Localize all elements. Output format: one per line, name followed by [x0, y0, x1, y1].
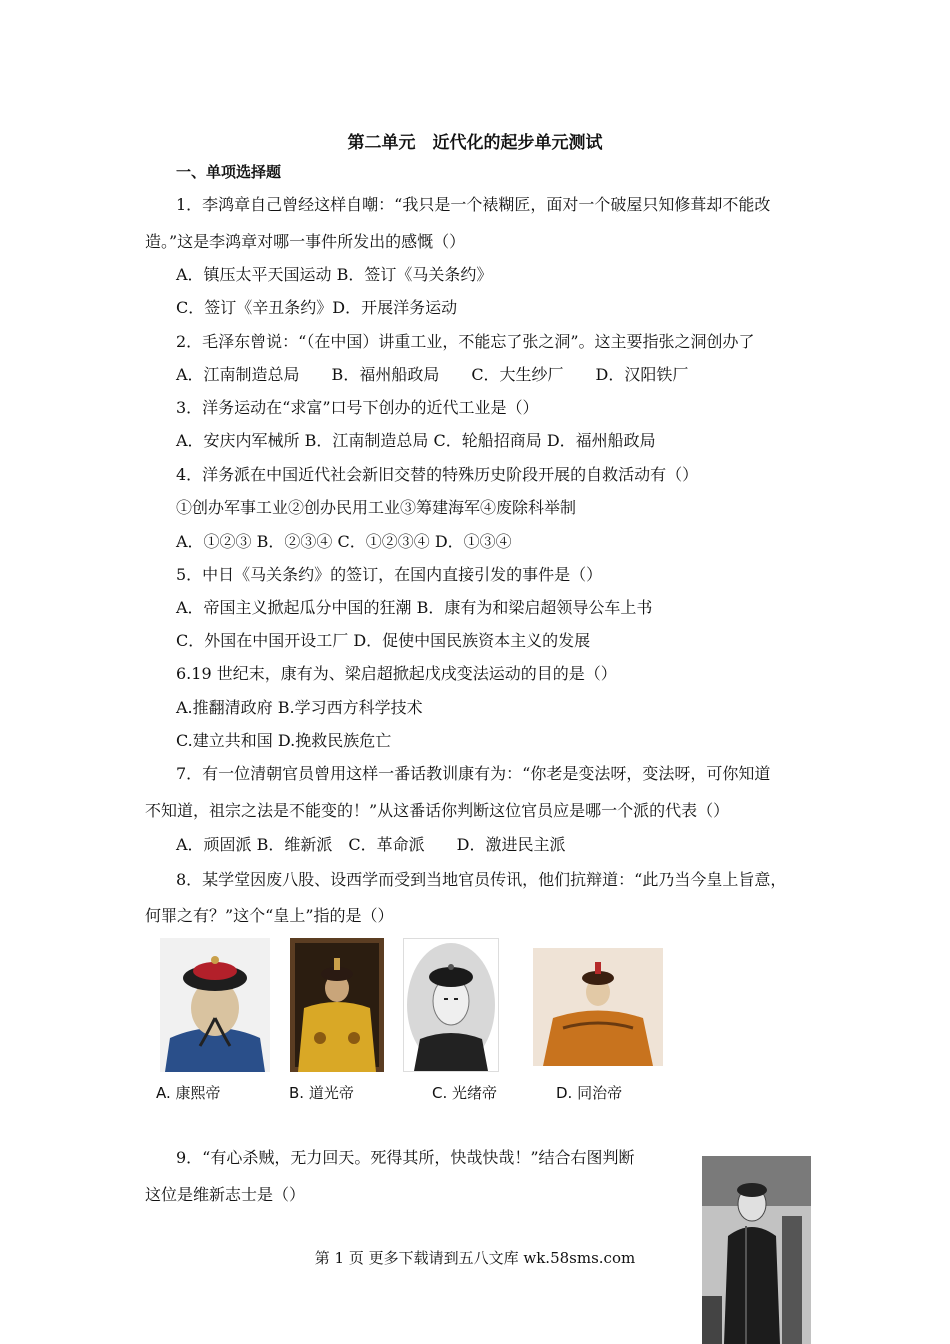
section-heading: 一、单项选择题: [176, 163, 282, 181]
question-1-options-ab: A．镇压太平天国运动 B．签订《马关条约》: [176, 265, 493, 284]
question-1-options-cd: C．签订《辛丑条约》D．开展洋务运动: [176, 298, 458, 317]
question-4-stem: 4．洋务派在中国近代社会新旧交替的特殊历史阶段开展的自救活动有（）: [176, 465, 699, 484]
question-2-stem: 2．毛泽东曾说：“（在中国）讲重工业，不能忘了张之洞”。这主要指张之洞创办了: [176, 332, 755, 351]
page-title: 第二单元 近代化的起步单元测试: [347, 133, 603, 153]
portrait-kangxi-image: [160, 938, 270, 1072]
question-5-options-cd: C．外国在中国开设工厂 D．促使中国民族资本主义的发展: [176, 631, 591, 650]
question-5-stem: 5．中日《马关条约》的签订，在国内直接引发的事件是（）: [176, 565, 603, 584]
question-7-options: A．顽固派 B．维新派 C．革命派 D．激进民主派: [176, 835, 566, 854]
question-1-line-2: 造。”这是李鸿章对哪一事件所发出的感慨（）: [145, 232, 466, 251]
question-8-line-1: 8．某学堂因废八股、设西学而受到当地官员传讯，他们抗辩道：“此乃当今皇上旨意，: [176, 870, 787, 889]
portrait-daoguang-image: [290, 938, 384, 1072]
caption-option-b: B. 道光帝: [289, 1084, 354, 1102]
question-6-stem: 6.19 世纪末，康有为、梁启超掀起戊戌变法运动的目的是（）: [176, 664, 617, 683]
question-8-line-2: 何罪之有？”这个“皇上”指的是（）: [145, 906, 394, 925]
question-7-line-1: 7．有一位清朝官员曾用这样一番话教训康有为：“你老是变法呀，变法呀，可你知道: [176, 764, 771, 783]
portrait-guangxu-image: [403, 938, 499, 1072]
question-4-items: ①创办军事工业②创办民用工业③筹建海军④废除科举制: [176, 498, 577, 517]
question-4-options: A．①②③ B．②③④ C．①②③④ D．①③④: [176, 532, 512, 551]
question-6-options-cd: C.建立共和国 D.挽救民族危亡: [176, 731, 392, 750]
question-2-options: A．江南制造总局 B．福州船政局 C．大生纱厂 D．汉阳铁厂: [176, 365, 689, 384]
question-6-options-ab: A.推翻清政府 B.学习西方科学技术: [176, 698, 423, 717]
page-footer: 第 1 页 更多下载请到五八文库 wk.58sms.com: [314, 1249, 636, 1267]
question-5-options-ab: A．帝国主义掀起瓜分中国的狂潮 B．康有为和梁启超领导公车上书: [176, 598, 653, 617]
caption-option-a: A. 康熙帝: [156, 1084, 221, 1102]
question-7-line-2: 不知道，祖宗之法是不能变的！”从这番话你判断这位官员应是哪一个派的代表（）: [145, 801, 730, 820]
caption-option-c: C. 光绪帝: [432, 1084, 498, 1102]
question-1-line-1: 1．李鸿章自己曾经这样自嘲：“我只是一个裱糊匠，面对一个破屋只知修葺却不能改: [176, 195, 771, 214]
question-9-line-2: 这位是维新志士是（）: [145, 1185, 306, 1204]
question-9-line-1: 9．“有心杀贼，无力回天。死得其所，快哉快哉！”结合右图判断: [176, 1148, 635, 1167]
caption-option-d: D. 同治帝: [556, 1084, 623, 1102]
question-3-options: A．安庆内军械所 B．江南制造总局 C．轮船招商局 D．福州船政局: [176, 431, 656, 450]
question-3-stem: 3．洋务运动在“求富”口号下创办的近代工业是（）: [176, 398, 539, 417]
portrait-tongzhi-image: [533, 948, 663, 1066]
